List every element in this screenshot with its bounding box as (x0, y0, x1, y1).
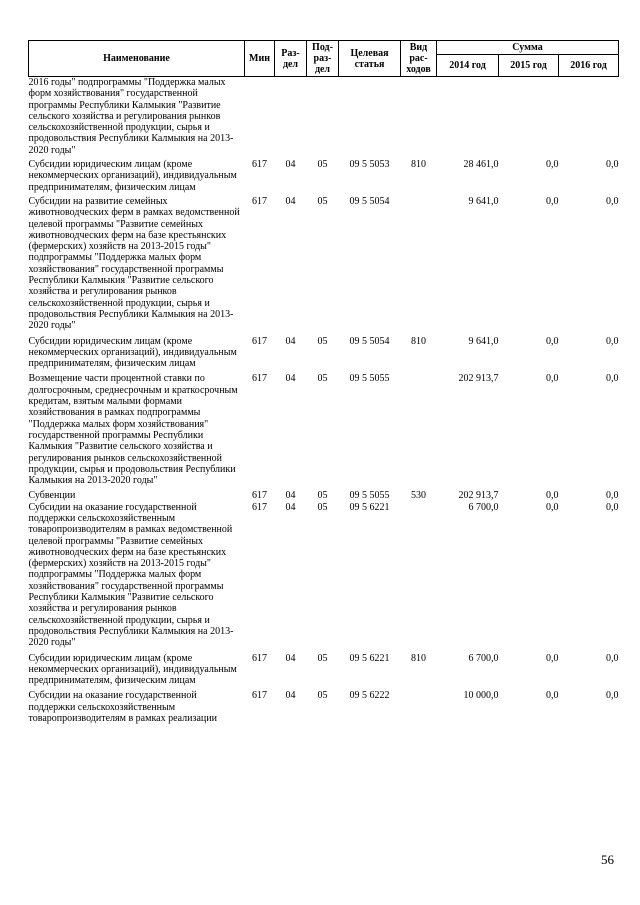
cell-name: Субсидии на оказание государственной поддержки сельскохозяйственным товаропроизводителям в рамках реализации (28, 690, 217, 725)
cell-target: 09 5 6221 (349, 501, 390, 513)
cell-name: Субсидии юридическим лицам (кроме некоммерческих организаций), индивидуальным предпринимателям, физическим лицам (28, 652, 237, 687)
cell-sum-2016: 0,0 (606, 159, 619, 171)
cell-target: 09 5 5053 (349, 159, 390, 171)
cell-min (245, 77, 275, 160)
cell-sum-2015: 0,0 (546, 490, 559, 502)
cell-sum-2016: 0,0 (606, 652, 619, 664)
cell-razdel: 04 (285, 501, 296, 513)
cell-vid: 530 (411, 490, 426, 502)
cell-sum-2015: 0,0 (546, 195, 559, 207)
cell-podrazdel: 05 (317, 335, 328, 347)
cell-podrazdel: 05 (317, 490, 328, 502)
cell-sum-2016: 0,0 (606, 335, 619, 347)
header-year-2014: 2014 год (437, 55, 499, 77)
cell-sum-2016: 0,0 (606, 501, 619, 513)
cell-podrazdel: 05 (317, 501, 328, 513)
table-row (29, 196, 619, 336)
cell-min: 617 (252, 195, 267, 207)
cell-razdel: 04 (285, 490, 296, 502)
table-row (29, 373, 619, 490)
cell-sum-2014: 6 700,0 (468, 652, 499, 664)
cell-podrazdel: 05 (317, 195, 328, 207)
cell-sum-2014: 9 641,0 (468, 335, 499, 347)
table-row (29, 490, 619, 501)
cell-razdel: 04 (285, 373, 296, 385)
cell-sum-2016 (559, 77, 619, 160)
cell-sum-2014: 6 700,0 (468, 501, 499, 513)
cell-vid (401, 373, 437, 490)
header-razdel: Раз- дел (275, 41, 307, 77)
budget-table (28, 40, 619, 724)
cell-sum-2015: 0,0 (546, 690, 559, 702)
header-year-2015: 2015 год (499, 55, 559, 77)
table-row (29, 502, 619, 653)
cell-podrazdel: 05 (317, 373, 328, 385)
cell-target: 09 5 6222 (349, 690, 390, 702)
cell-podrazdel: 05 (317, 690, 328, 702)
cell-sum-2016: 0,0 (606, 490, 619, 502)
table-row (29, 690, 619, 724)
header-target: Целевая статья (339, 41, 401, 77)
budget-page (28, 40, 618, 724)
cell-target: 09 5 5054 (349, 195, 390, 207)
cell-vid (401, 196, 437, 336)
cell-podrazdel: 05 (317, 159, 328, 171)
cell-razdel (275, 77, 307, 160)
cell-razdel: 04 (285, 335, 296, 347)
cell-target: 09 5 6221 (349, 652, 390, 664)
table-body (29, 77, 619, 725)
cell-min: 617 (252, 159, 267, 171)
cell-vid: 810 (411, 652, 426, 664)
cell-razdel: 04 (285, 652, 296, 664)
cell-target (339, 77, 401, 160)
cell-name: Субсидии юридическим лицам (кроме некоммерческих организаций), индивидуальным предпринимателям, физическим лицам (28, 159, 237, 193)
cell-sum-2014 (437, 77, 499, 160)
cell-vid (401, 77, 437, 160)
cell-vid (401, 690, 437, 724)
cell-podrazdel (307, 77, 339, 160)
table-row (29, 653, 619, 691)
header-year-2016: 2016 год (559, 55, 619, 77)
cell-sum-2015: 0,0 (546, 652, 559, 664)
table-row (29, 336, 619, 374)
cell-sum-2014: 10 000,0 (463, 690, 499, 702)
cell-min: 617 (252, 652, 267, 664)
header-podrazdel: Под- раз- дел (307, 41, 339, 77)
cell-target: 09 5 5055 (349, 490, 390, 502)
header-name: Наименование (29, 41, 245, 77)
cell-name: Субсидии на оказание государственной поддержки сельскохозяйственным товаропроизводителям в рамках ведомственной целевой программы "Развитие семейных животноводческих ферм на базе крестьянских (фермерских) хозяйств на 2013-2015 годы" подпрограммы "Поддержка малых форм хозяйствования" государственной программы Республики Калмыкия "Развитие сельского хозяйства и регулирования рынков сельскохозяйственной продукции, сырья и продовольствия Республики Калмыкия на 2013-2020 годы" (28, 501, 234, 649)
cell-min: 617 (252, 501, 267, 513)
cell-vid: 810 (411, 335, 426, 347)
header-summa: Сумма (437, 41, 619, 55)
cell-target: 09 5 5054 (349, 335, 390, 347)
cell-sum-2014: 202 913,7 (458, 490, 499, 502)
cell-razdel: 04 (285, 159, 296, 171)
table-row (29, 77, 619, 160)
header-vid: Вид рас- ходов (401, 41, 437, 77)
cell-vid: 810 (411, 159, 426, 171)
cell-min: 617 (252, 690, 267, 702)
cell-name: Возмещение части процентной ставки по долгосрочным, среднесрочным и краткосрочным кредитам, взятым малыми формами хозяйствования в рамках подпрограммы "Поддержка малых форм хозяйствования" государственной программы Республики Калмыкия "Развитие сельского хозяйства и регулирования рынков сельскохозяйственной продукции, сырья и продовольствия Республики Калмыкия на 2013-2020 годы" (28, 373, 238, 487)
cell-min: 617 (252, 335, 267, 347)
cell-sum-2014: 202 913,7 (458, 373, 499, 385)
cell-name: Субсидии на развитие семейных животноводческих ферм в рамках ведомственной целевой программы "Развитие семейных животноводческих ферм на базе крестьянских (фермерских) хозяйств на 2013-2015 годы" подпрограммы "Поддержка малых форм хозяйствования" государственной программы Республики Калмыкия "Развитие сельского хозяйства и регулирования рынков сельскохозяйственной продукции, сырья и продовольствия Республики Калмыкия на 2013-2020 годы" (28, 195, 240, 332)
header-min: Мин (245, 41, 275, 77)
cell-podrazdel: 05 (317, 652, 328, 664)
cell-sum-2014: 28 461,0 (463, 159, 499, 171)
cell-name: Субсидии юридическим лицам (кроме некоммерческих организаций), индивидуальным предпринимателям, физическим лицам (28, 335, 237, 370)
cell-razdel: 04 (285, 690, 296, 702)
cell-sum-2015: 0,0 (546, 159, 559, 171)
cell-name: 2016 годы" подпрограммы "Поддержка малых форм хозяйствования" государственной программы Республики Калмыкия "Развитие сельского хозяйства и регулирования рынков сельскохозяйственной продукции, сырья и продовольствия Республики Калмыкия на 2013-2020 годы" (28, 77, 234, 156)
cell-sum-2015 (499, 77, 559, 160)
cell-min: 617 (252, 373, 267, 385)
cell-sum-2015: 0,0 (546, 501, 559, 513)
cell-sum-2016: 0,0 (606, 195, 619, 207)
cell-min: 617 (252, 490, 267, 502)
cell-name: Субвенции (28, 490, 76, 502)
cell-sum-2016: 0,0 (606, 373, 619, 385)
cell-sum-2015: 0,0 (546, 373, 559, 385)
cell-razdel: 04 (285, 195, 296, 207)
table-row (29, 159, 619, 196)
cell-sum-2016: 0,0 (606, 690, 619, 702)
cell-sum-2014: 9 641,0 (468, 195, 499, 207)
cell-target: 09 5 5055 (349, 373, 390, 385)
cell-sum-2015: 0,0 (546, 335, 559, 347)
cell-vid (401, 502, 437, 653)
page-number: 56 (601, 852, 614, 867)
table-header (29, 41, 619, 77)
